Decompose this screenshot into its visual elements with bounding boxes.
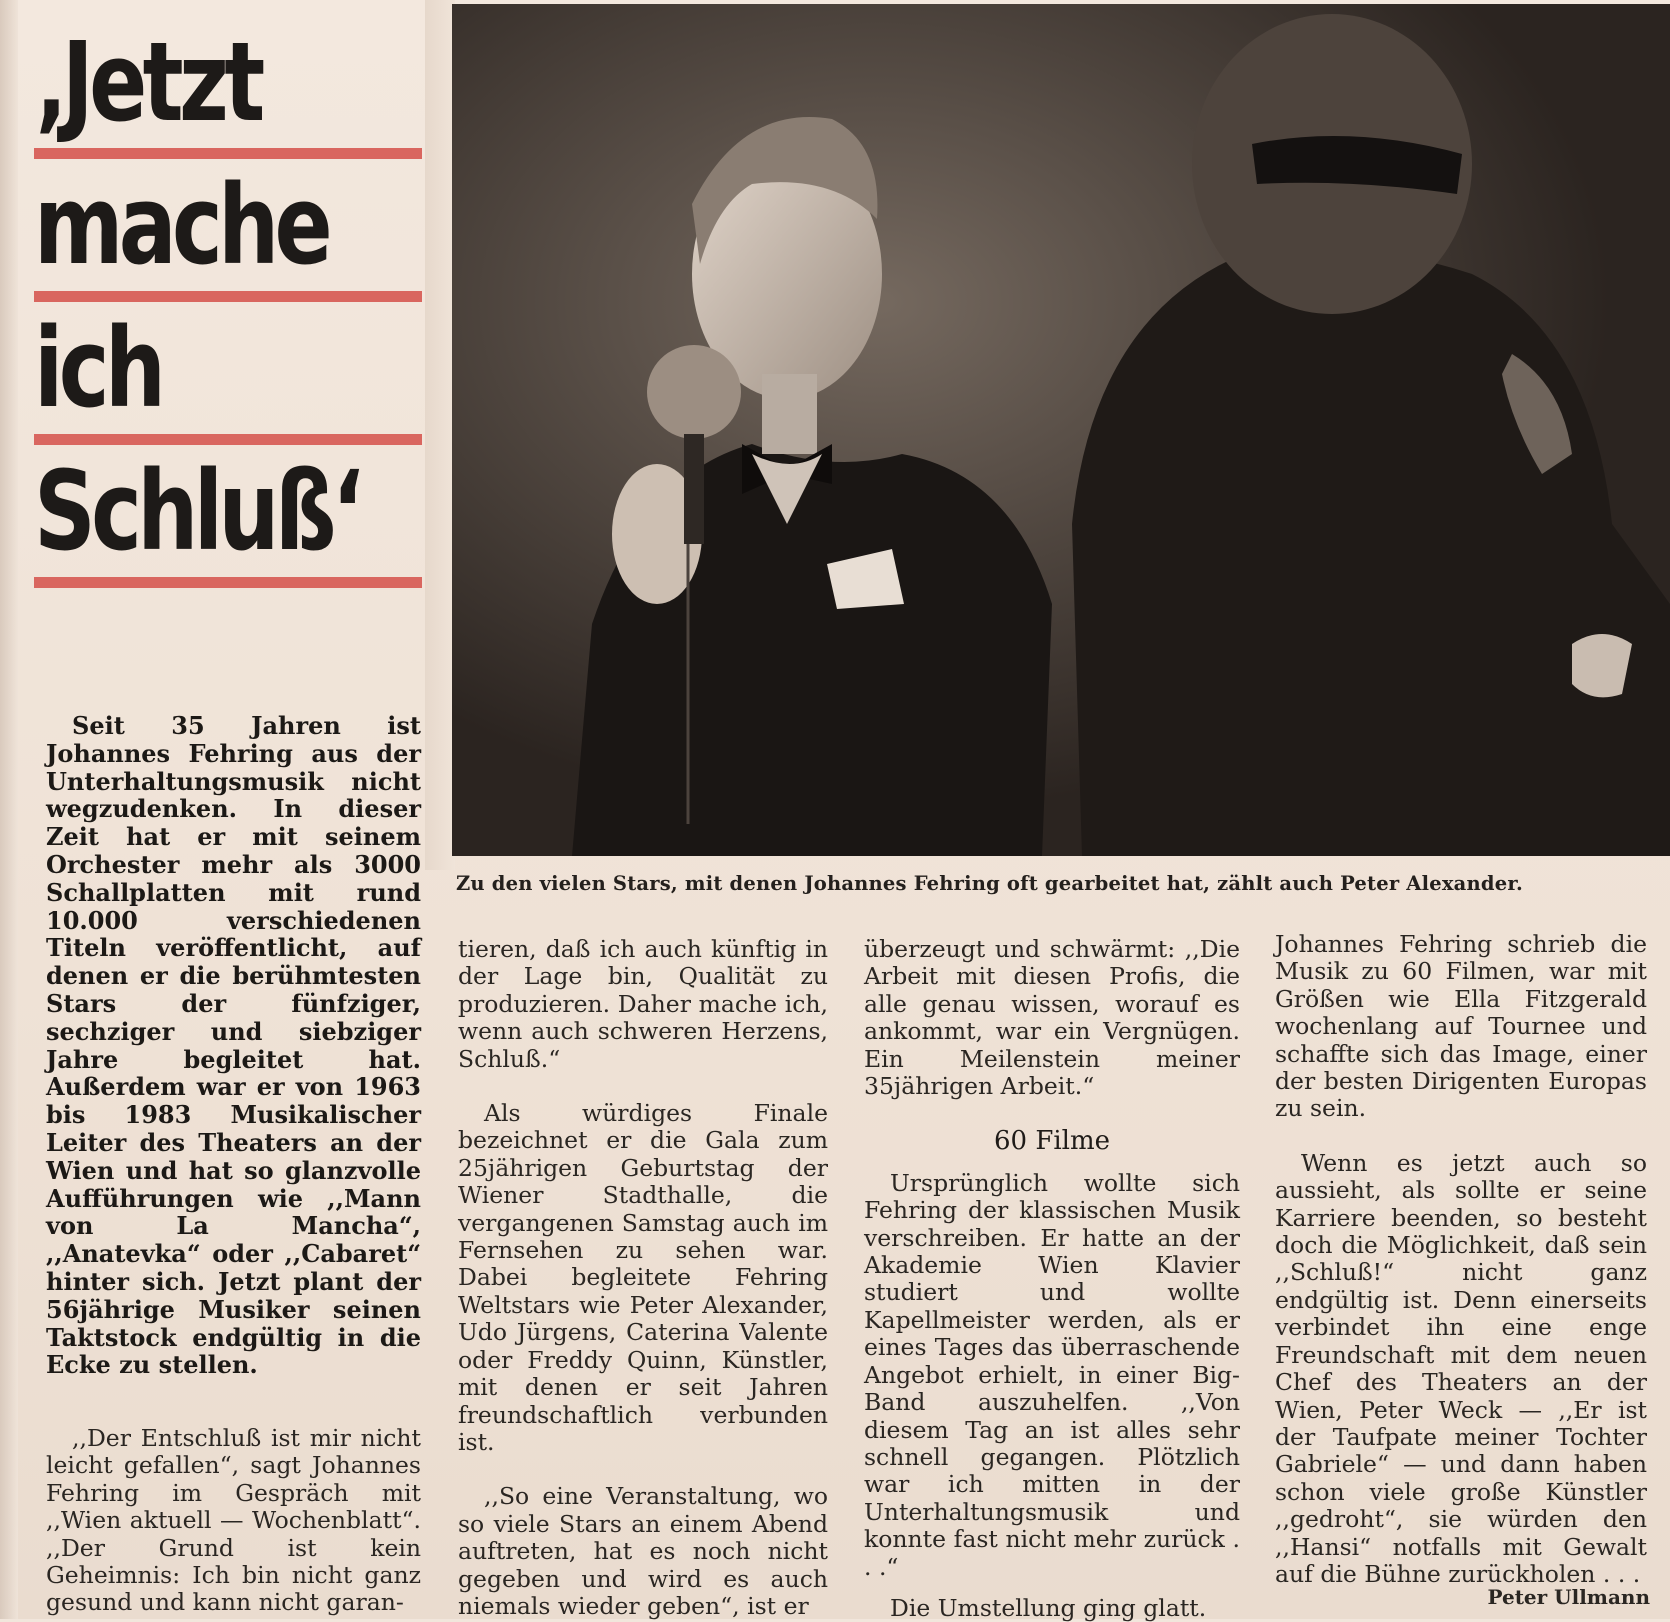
headline-line-3: ich bbox=[34, 304, 162, 432]
headline-accent-bar bbox=[34, 291, 422, 302]
column-4 bbox=[1275, 931, 1647, 1588]
headline-accent-bar bbox=[34, 577, 422, 588]
paragraph: Wenn es jetzt auch so aussieht, als sollte er seine Karriere beenden, so besteht doch die Möglichkeit, daß sein ,,Schluß!“ nicht ganz endgültig ist. Denn einerseits verbindet ihn eine enge Freundschaft mit dem neuen Chef des Theaters an der Wien, Peter Weck — ,,Er ist der Taufpate meiner Tochter Gabriele“ — und dann haben schon viele große Künstler ,,gedroht“, sie würden den ,,Hansi“ notfalls mit Gewalt auf die Bühne zurückholen . . . bbox=[1275, 1148, 1647, 1588]
byline: Peter Ullmann bbox=[1487, 1585, 1650, 1609]
paragraph: Die Umstellung ging glatt. bbox=[890, 1593, 1207, 1622]
paragraph: ,,Der Entschluß ist mir nicht leicht gefallen“, sagt Johannes Fehring im Gespräch mit ,,Wien aktuell — Wochenblatt“. ,,Der Grund ist kein Geheimnis: Ich bin nicht ganz gesund und kann nicht garan- bbox=[46, 1424, 421, 1617]
column-1-body bbox=[46, 1425, 421, 1617]
lead-paragraph: Seit 35 Jahren ist Johannes Fehring aus der Unterhaltungsmusik nicht wegzudenken. In dieser Zeit hat er mit seinem Orchester mehr als 3000 Schallplatten mit rund 10.000 verschiedenen Titeln veröffentlicht, auf denen er die berühmtesten Stars der fünfziger, sechziger und siebziger Jahre begleitet hat. Außerdem war er von 1963 bis 1983 Musikalischer Leiter des Theaters an der Wien und hat so glanzvolle Aufführungen wie ,,Mann von La Mancha“, ,,Anatevka“ oder ,,Cabaret“ hinter sich. Jetzt plant der 56jährige Musiker seinen Taktstock endgültig in die Ecke zu stellen. bbox=[46, 711, 421, 1380]
paragraph: ,,So eine Veranstaltung, wo so viele Stars an einem Abend auftreten, hat es noch nicht gegeben und wird es auch niemals wieder geben“, ist er bbox=[458, 1482, 828, 1620]
page-edge bbox=[0, 0, 18, 1619]
headline-line-1: ‚Jetzt bbox=[34, 18, 261, 146]
photo-illustration bbox=[452, 4, 1670, 856]
paragraph: überzeugt und schwärmt: ,,Die Arbeit mit diesen Profis, die alle genau wissen, worauf es ankommt, war ein Vergnügen. Ein Meilenstein meiner 35jährigen Arbeit.“ bbox=[864, 935, 1240, 1101]
headline-accent-bar bbox=[34, 434, 422, 445]
headline bbox=[34, 18, 426, 600]
paragraph: Als würdiges Finale bezeichnet er die Gala zum 25jährigen Geburtstag der Wiener Stadthalle, die vergangenen Samstag auch im Fernsehen zu sehen war. Dabei begleitete Fehring Weltstars wie Peter Alexander, Udo Jürgens, Caterina Valente oder Freddy Quinn, Künstler, mit denen er seit Jahren freundschaftlich verbunden ist. bbox=[458, 1099, 828, 1456]
paragraph: Ursprünglich wollte sich Fehring der klassischen Musik verschreiben. Er hatte an der Akademie Wien Klavier studiert und wollte Kapellmeister werden, als er eines Tages das überraschende Angebot erhielt, in einer Big-Band auszuhelfen. ,,Von diesem Tag an ist alles sehr schnell gegangen. Plötzlich war ich mitten in der Unterhaltungsmusik und konnte fast nicht mehr zurück . . .“ bbox=[864, 1168, 1240, 1581]
paragraph: tieren, daß ich auch künftig in der Lage bin, Qualität zu produzieren. Daher mache ich, wenn auch schweren Herzens, Schluß.“ bbox=[458, 935, 828, 1073]
gutter bbox=[425, 0, 455, 870]
headline-line-2: mache bbox=[34, 161, 329, 289]
article-lead bbox=[46, 712, 421, 1379]
column-2 bbox=[458, 936, 828, 1620]
headline-line-4: Schluß‘ bbox=[34, 447, 360, 575]
article-photo bbox=[452, 4, 1670, 856]
photo-caption: Zu den vielen Stars, mit denen Johannes Fehring oft gearbeitet hat, zählt auch Peter Alexander. bbox=[456, 872, 1523, 895]
subheading: 60 Filme bbox=[993, 1126, 1111, 1157]
headline-accent-bar bbox=[34, 148, 422, 159]
paragraph: Johannes Fehring schrieb die Musik zu 60 Filmen, war mit Größen wie Ella Fitzgerald wochenlang auf Tournee und schaffte sich das Image, einer der besten Dirigenten Europas zu sein. bbox=[1275, 930, 1647, 1123]
column-3 bbox=[864, 936, 1240, 1622]
